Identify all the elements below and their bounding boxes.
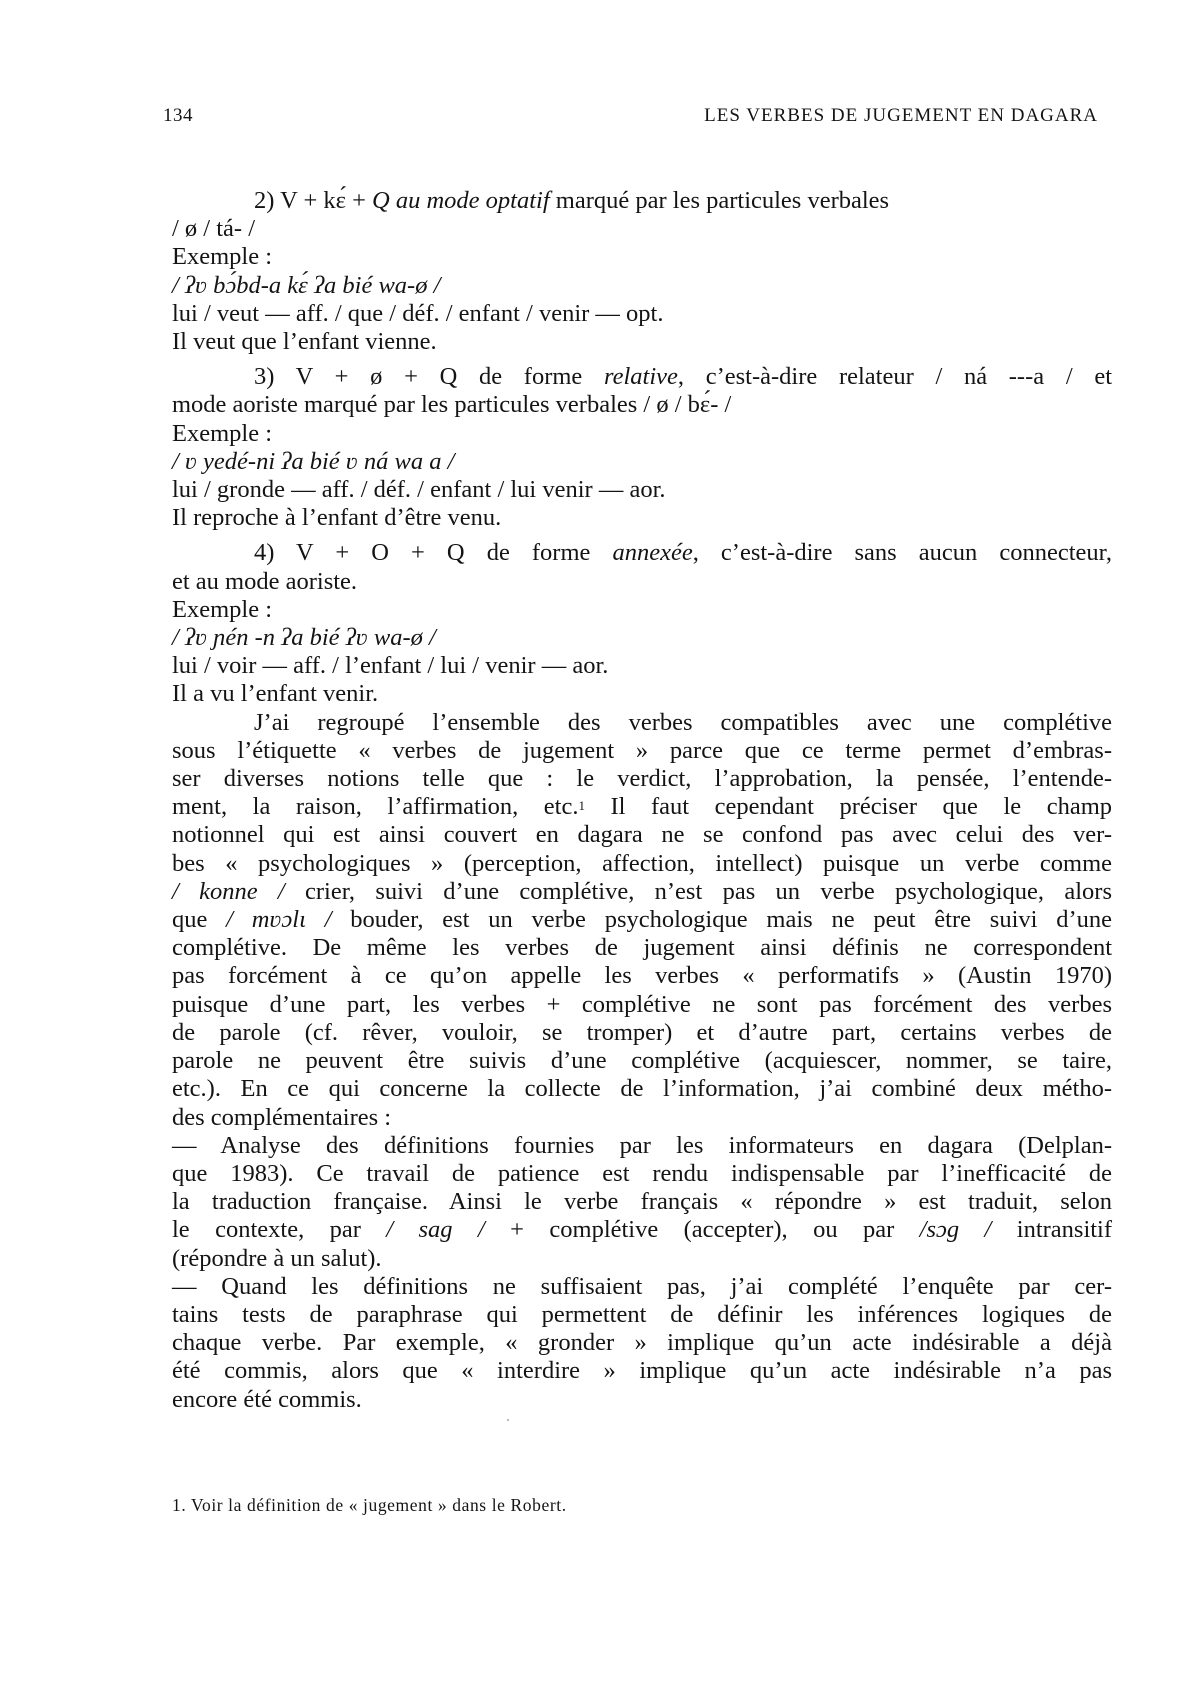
section-4-line-2: et au mode aoriste.: [172, 567, 358, 595]
example-dagara: / ʔʋ bɔ́bd-a kɛ́ ʔa bié wa-ø /: [172, 271, 441, 299]
example-gloss: lui / gronde — aff. / déf. / enfant / lui venir — aor.: [172, 476, 666, 504]
example-label: Exemple :: [172, 243, 273, 271]
paragraph-line: que 1983). Ce travail de patience est rendu indispensable par l’inefficacité de: [172, 1159, 1112, 1187]
paragraph-line: tains tests de paraphrase qui permettent de définir les inférences logiques de: [172, 1300, 1112, 1328]
paragraph-line: pas forcément à ce qu’on appelle les verbes « performatifs » (Austin 1970): [172, 962, 1112, 990]
example-translation: Il reproche à l’enfant d’être venu.: [172, 504, 502, 532]
paragraph-line: / konne / crier, suivi d’une complétive, n’est pas un verbe psychologique, alors: [172, 877, 1112, 905]
section-2-heading: 2) V + kɛ́ + Q au mode optatif marqué par les particules verbales: [254, 187, 890, 214]
paragraph-line: des complémentaires :: [172, 1103, 392, 1131]
paragraph-line: notionnel qui est ainsi couvert en dagara ne se confond pas avec celui des ver-: [172, 821, 1112, 849]
paragraph-line: été commis, alors que « interdire » implique qu’un acte indésirable n’a pas: [172, 1357, 1112, 1385]
paragraph-line: ment, la raison, l’affirmation, etc.$^1$ Il faut cependant préciser que le champ: [172, 793, 1112, 821]
paragraph-line: chaque verbe. Par exemple, « gronder » implique qu’un acte indésirable a déjà: [172, 1329, 1112, 1357]
paragraph-line: parole ne peuvent être suivis d’une complétive (acquiescer, nommer, se taire,: [172, 1047, 1112, 1075]
paragraph-line: bes « psychologiques » (perception, affection, intellect) puisque un verbe comme: [172, 849, 1112, 877]
paragraph-line: complétive. De même les verbes de jugement ainsi définis ne correspondent: [172, 934, 1112, 962]
paragraph-line: J’ai regroupé l’ensemble des verbes compatibles avec une complétive: [254, 708, 1112, 736]
example-translation: Il a vu l’enfant venir.: [172, 680, 379, 708]
paragraph-line: — Quand les définitions ne suffisaient pas, j’ai complété l’enquête par cer-: [172, 1272, 1112, 1300]
paragraph-line: de parole (cf. rêver, vouloir, se tromper) et d’autre part, certains verbes de: [172, 1018, 1112, 1046]
section-2-particles: / ø / tá- /: [172, 215, 256, 243]
footnote-ref: 1: [578, 798, 585, 814]
section-3-line-2: mode aoriste marqué par les particules verbales / ø / bɛ́- /: [172, 391, 732, 419]
section-3-heading: 3) V + ø + Q de forme relative, c’est-à-dire relateur / ná ---a / et: [254, 363, 1112, 391]
paragraph-line: ser diverses notions telle que : le verdict, l’approbation, la pensée, l’entende-: [172, 765, 1112, 793]
print-speck: [507, 1419, 509, 1421]
paragraph-line: la traduction française. Ainsi le verbe français « répondre » est traduit, selon: [172, 1188, 1112, 1216]
paragraph-line: (répondre à un salut).: [172, 1244, 382, 1272]
paragraph-line: que / mʋɔlɩ / bouder, est un verbe psychologique mais ne peut être suivi d’une: [172, 906, 1113, 934]
paragraph-line: puisque d’une part, les verbes + complétive ne sont pas forcément des verbes: [172, 990, 1112, 1018]
example-dagara: / ʋ yedé-ni ʔa bié ʋ ná wa a /: [172, 447, 455, 475]
page-body: [172, 187, 1112, 1414]
example-gloss: lui / voir — aff. / l’enfant / lui / venir — aor.: [172, 652, 609, 680]
running-title: LES VERBES DE JUGEMENT EN DAGARA: [704, 105, 1098, 126]
paragraph-line: encore été commis.: [172, 1385, 362, 1413]
footnote: 1. Voir la définition de « jugement » dans le Robert.: [172, 1495, 567, 1515]
page-number: 134: [163, 105, 193, 126]
section-4-heading: 4) V + O + Q de forme annexée, c’est-à-dire sans aucun connecteur,: [254, 539, 1112, 567]
example-label: Exemple :: [172, 595, 273, 623]
paragraph-line: etc.). En ce qui concerne la collecte de l’information, j’ai combiné deux métho-: [172, 1075, 1112, 1103]
example-label: Exemple :: [172, 419, 273, 447]
example-dagara: / ʔʋ ɲén -n ʔa bié ʔʋ wa-ø /: [172, 624, 436, 652]
example-gloss: lui / veut — aff. / que / déf. / enfant / venir — opt.: [172, 299, 664, 327]
paragraph-line: le contexte, par / sag / + complétive (accepter), ou par /sɔg / intransitif: [172, 1216, 1113, 1244]
paragraph-line: sous l’étiquette « verbes de jugement » parce que ce terme permet d’embras-: [172, 736, 1112, 764]
example-translation: Il veut que l’enfant vienne.: [172, 328, 437, 356]
paragraph-line: — Analyse des définitions fournies par les informateurs en dagara (Delplan-: [172, 1131, 1112, 1159]
